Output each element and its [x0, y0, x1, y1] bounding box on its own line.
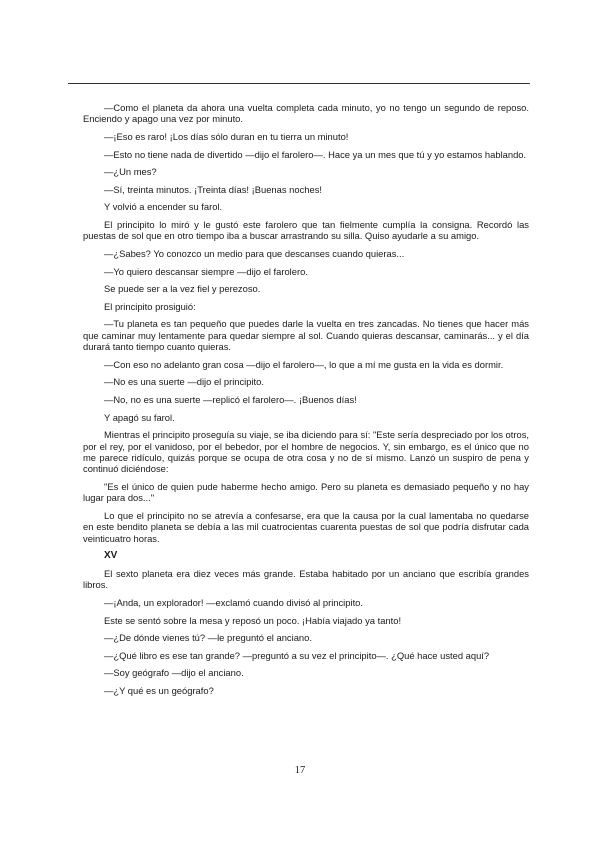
paragraph: Se puede ser a la vez fiel y perezoso. [104, 283, 261, 295]
paragraph: —¿Y qué es un geógrafo? [104, 684, 214, 696]
paragraph: —Soy geógrafo —dijo el anciano. [104, 667, 244, 679]
header-rule [68, 83, 530, 84]
paragraph: —Yo quiero descansar siempre —dijo el farolero. [104, 265, 308, 277]
paragraph: Y apagó su farol. [104, 411, 175, 423]
paragraph: "Es el único de quien pude haberme hecho amigo. Pero su planeta es demasiado pequeño y no hay lugar para dos..." [83, 480, 529, 504]
paragraph: —Sí, treinta minutos. ¡Treinta días! ¡Buenas noches! [104, 183, 322, 195]
paragraph: Mientras el principito proseguía su viaje, se iba diciendo para sí: "Este sería despreciado por los otros, por el rey, por el vanidoso, por el bebedor, por el hombre de negocios. Y, sin embargo, es el único que no me parece ridículo, quizás porque se ocupa de otra cosa y no de sí mismo. Lanzó un suspiro de pena y continuó diciéndose: [83, 429, 529, 475]
paragraph: —¡Anda, un explorador! —exclamó cuando divisó al principito. [104, 596, 363, 608]
paragraph: —Tu planeta es tan pequeño que puedes darle la vuelta en tres zancadas. No tienes que hacer más que caminar muy lentamente para quedar siempre al sol. Cuando quieras descansar, caminarás... y el día durará tanto tiempo cuanto quieras. [83, 318, 529, 353]
page-number: 17 [294, 765, 306, 776]
paragraph: —¿Un mes? [104, 166, 157, 178]
paragraph: —No, no es una suerte —replicó el farolero—. ¡Buenos días! [104, 393, 357, 405]
paragraph: —¿Qué libro es ese tan grande? —preguntó a su vez el principito—. ¿Qué hace usted aquí? [104, 649, 490, 661]
paragraph: Y volvió a encender su farol. [104, 201, 223, 213]
paragraph: —Como el planeta da ahora una vuelta completa cada minuto, yo no tengo un segundo de reposo. Enciendo y apago una vez por minuto. [83, 102, 529, 125]
paragraph: —No es una suerte —dijo el principito. [104, 376, 264, 388]
paragraph: El principito lo miró y le gustó este farolero que tan fielmente cumplía la consigna. Recordó las puestas de sol que en otro tiempo iba a buscar arrastrando su silla. Quiso ayudarle a su amigo. [83, 218, 529, 242]
paragraph: —¿Sabes? Yo conozco un medio para que descanses cuando quieras... [104, 247, 405, 259]
paragraph: —Esto no tiene nada de divertido —dijo el farolero—. Hace ya un mes que tú y yo estamos hablando. [104, 148, 527, 160]
chapter-heading: XV [104, 550, 118, 562]
body-text [83, 102, 529, 703]
paragraph: —¿De dónde vienes tú? —le preguntó el anciano. [104, 632, 312, 644]
paragraph: —Con eso no adelanto gran cosa —dijo el farolero—, lo que a mí me gusta en la vida es dormir. [104, 358, 504, 370]
paragraph: Este se sentó sobre la mesa y reposó un poco. ¡Había viajado ya tanto! [104, 614, 402, 626]
paragraph: Lo que el principito no se atrevía a confesarse, era que la causa por la cual lamentaba no quedarse en este bendito planeta se debía a las mil cuatrocientas cuarenta puestas de sol que podría disfrutar cada veinticuatro horas. [83, 509, 529, 544]
paragraph: El principito prosiguió: [104, 300, 196, 312]
paragraph: —¡Eso es raro! ¡Los días sólo duran en tu tierra un minuto! [104, 131, 349, 142]
paragraph: El sexto planeta era diez veces más grande. Estaba habitado por un anciano que escribía grandes libros. [83, 567, 529, 591]
